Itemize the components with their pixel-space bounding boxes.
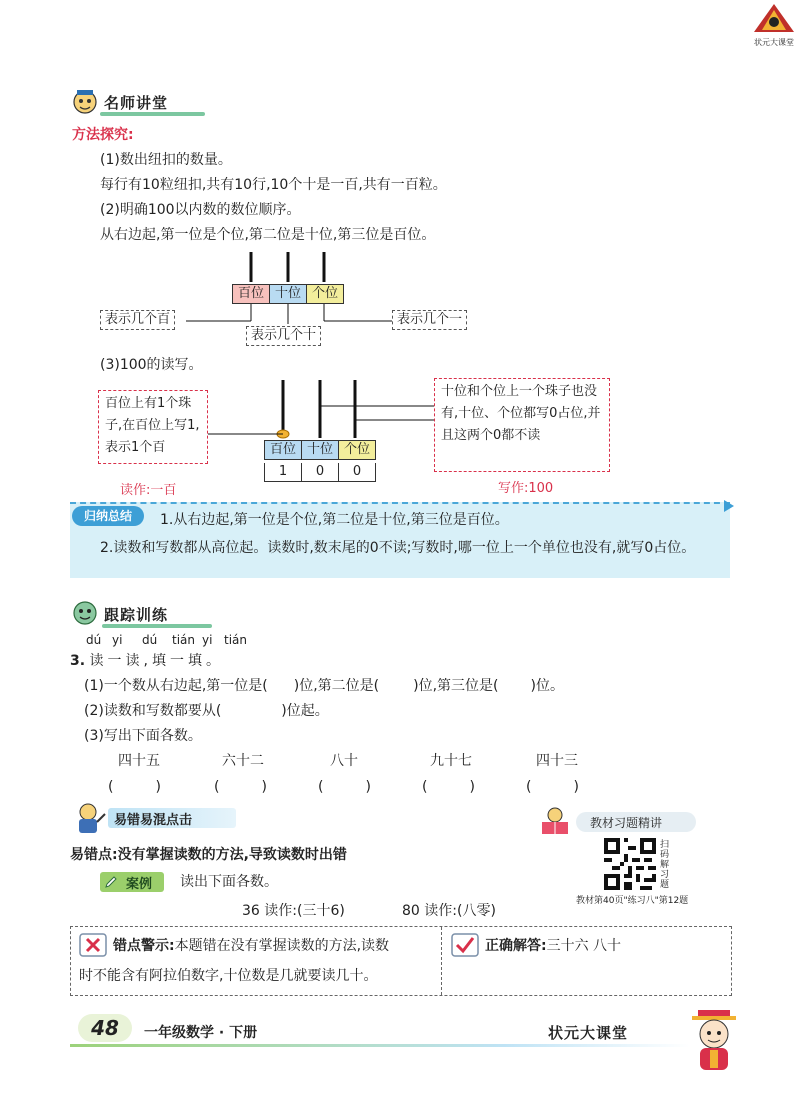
question-3-2: (2)读数和写数都要从( )位起。 xyxy=(84,703,329,719)
teacher-mascot-icon xyxy=(70,86,100,116)
warning-line-1: 错点警示:本题错在没有掌握读数的方法,读数 xyxy=(113,938,390,954)
answer-blank-2[interactable]: ( ) xyxy=(214,779,267,795)
place-value-diagram-2 xyxy=(96,378,616,498)
pencil-icon xyxy=(104,875,118,889)
brand-name: 状元大课堂 xyxy=(548,1024,629,1042)
question-3-1: (1)一个数从右边起,第一位是( )位,第二位是( )位,第三位是( )位。 xyxy=(84,678,564,694)
answer-blank-4[interactable]: ( ) xyxy=(422,779,475,795)
answer-blank-3[interactable]: ( ) xyxy=(318,779,371,795)
scholar-mascot-icon xyxy=(684,1006,744,1076)
book-title: 一年级数学 · 下册 xyxy=(144,1025,258,1041)
wrong-mark-icon xyxy=(79,933,107,957)
answer-blank-1[interactable]: ( ) xyxy=(108,779,161,795)
warning-line-2: 时不能含有阿拉伯数字,十位数是几就要读几十。 xyxy=(79,968,378,984)
mistake-answer-box xyxy=(70,926,732,996)
write-label: 写作:100 xyxy=(498,481,554,496)
qr-code-icon xyxy=(604,838,656,890)
place-label-tens-2: 十位 xyxy=(302,440,339,460)
qr-code[interactable] xyxy=(604,838,656,890)
correct-answer: 正确解答:三十六 八十 xyxy=(485,938,622,954)
video-lesson-bar xyxy=(536,806,700,836)
summary-box xyxy=(70,502,730,578)
practice-mascot-icon xyxy=(70,598,100,628)
mistake-header xyxy=(70,800,240,836)
place-label-ones-2: 个位 xyxy=(339,440,376,460)
reading-mascot-icon xyxy=(536,806,574,836)
teacher-section-title: 名师讲堂 xyxy=(104,94,169,112)
digit-ones: 0 xyxy=(339,463,376,482)
number-3: 八十 xyxy=(330,753,358,769)
method-line-3: (2)明确100以内数的数位顺序。 xyxy=(100,202,301,218)
number-1: 四十五 xyxy=(118,753,160,769)
digit-tens: 0 xyxy=(302,463,339,482)
corner-logo xyxy=(748,2,800,48)
number-4: 九十七 xyxy=(430,753,472,769)
mistake-point: 易错点:没有掌握读数的方法,导致读数时出错 xyxy=(70,847,347,863)
method-line-4: 从右边起,第一位是个位,第二位是十位,第三位是百位。 xyxy=(100,227,436,243)
place-label-tens: 十位 xyxy=(270,284,307,304)
mountain-logo-icon xyxy=(752,2,796,34)
practice-header xyxy=(70,598,230,630)
question-3-title: 3. 读一读,填一填。 xyxy=(70,653,224,669)
summary-arrow-icon xyxy=(724,500,734,512)
mistake-title-bar: 易错易混点击 xyxy=(108,808,236,828)
method-line-1: (1)数出纽扣的数量。 xyxy=(100,152,232,168)
number-5: 四十三 xyxy=(536,753,578,769)
example-1: 36 读作:(三十6) xyxy=(242,903,345,919)
qr-caption: 教材第40页"练习八"第12题 xyxy=(576,896,689,906)
practice-title: 跟踪训练 xyxy=(104,606,169,624)
page-number: 48 xyxy=(78,1014,132,1042)
note-hundreds: 表示几个百 xyxy=(100,310,175,330)
place-label-hundreds: 百位 xyxy=(232,284,270,304)
teacher-section-header xyxy=(70,86,210,120)
place-label-hundreds-2: 百位 xyxy=(264,440,302,460)
place-label-ones: 个位 xyxy=(307,284,344,304)
note-tens: 表示几个十 xyxy=(246,326,321,346)
example-2: 80 读作:(八零) xyxy=(402,903,496,919)
read-write-title: (3)100的读写。 xyxy=(100,357,203,373)
note-one-bead: 百位上有1个珠子,在百位上写1,表示1个百 xyxy=(98,390,208,464)
question-3-3: (3)写出下面各数。 xyxy=(84,728,202,744)
method-label: 方法探究: xyxy=(72,127,134,143)
case-text: 读出下面各数。 xyxy=(180,874,278,890)
qr-side-label: 扫码解习题 xyxy=(660,840,670,890)
method-line-2: 每行有10粒纽扣,共有10行,10个十是一百,共有一百粒。 xyxy=(100,177,447,193)
note-zero-placeholder: 十位和个位上一个珠子也没有,十位、个位都写0占位,并且这两个0都不读 xyxy=(434,378,610,472)
corner-logo-text: 状元大课堂 xyxy=(754,38,794,47)
note-ones: 表示几个一 xyxy=(392,310,467,330)
answer-blank-5[interactable]: ( ) xyxy=(526,779,579,795)
mistake-mascot-icon xyxy=(70,800,106,836)
check-mark-icon xyxy=(451,933,479,957)
place-value-diagram-1 xyxy=(96,248,486,348)
video-lesson-label: 教材习题精讲 xyxy=(590,816,663,830)
summary-badge: 归纳总结 xyxy=(72,506,144,526)
number-2: 六十二 xyxy=(222,753,264,769)
case-badge: 案例 xyxy=(100,872,164,892)
summary-point-1: 1.从右边起,第一位是个位,第二位是十位,第三位是百位。 xyxy=(160,512,509,528)
digit-hundreds: 1 xyxy=(264,463,302,482)
pinyin-line: dú yi dú tián yi tián xyxy=(86,633,247,647)
page-footer xyxy=(70,1014,730,1054)
summary-point-2: 2.读数和写数都从高位起。读数时,数末尾的0不读;写数时,哪一位上一个单位也没有,就写0占位。 xyxy=(100,540,696,556)
read-label: 读作:一百 xyxy=(120,483,177,498)
